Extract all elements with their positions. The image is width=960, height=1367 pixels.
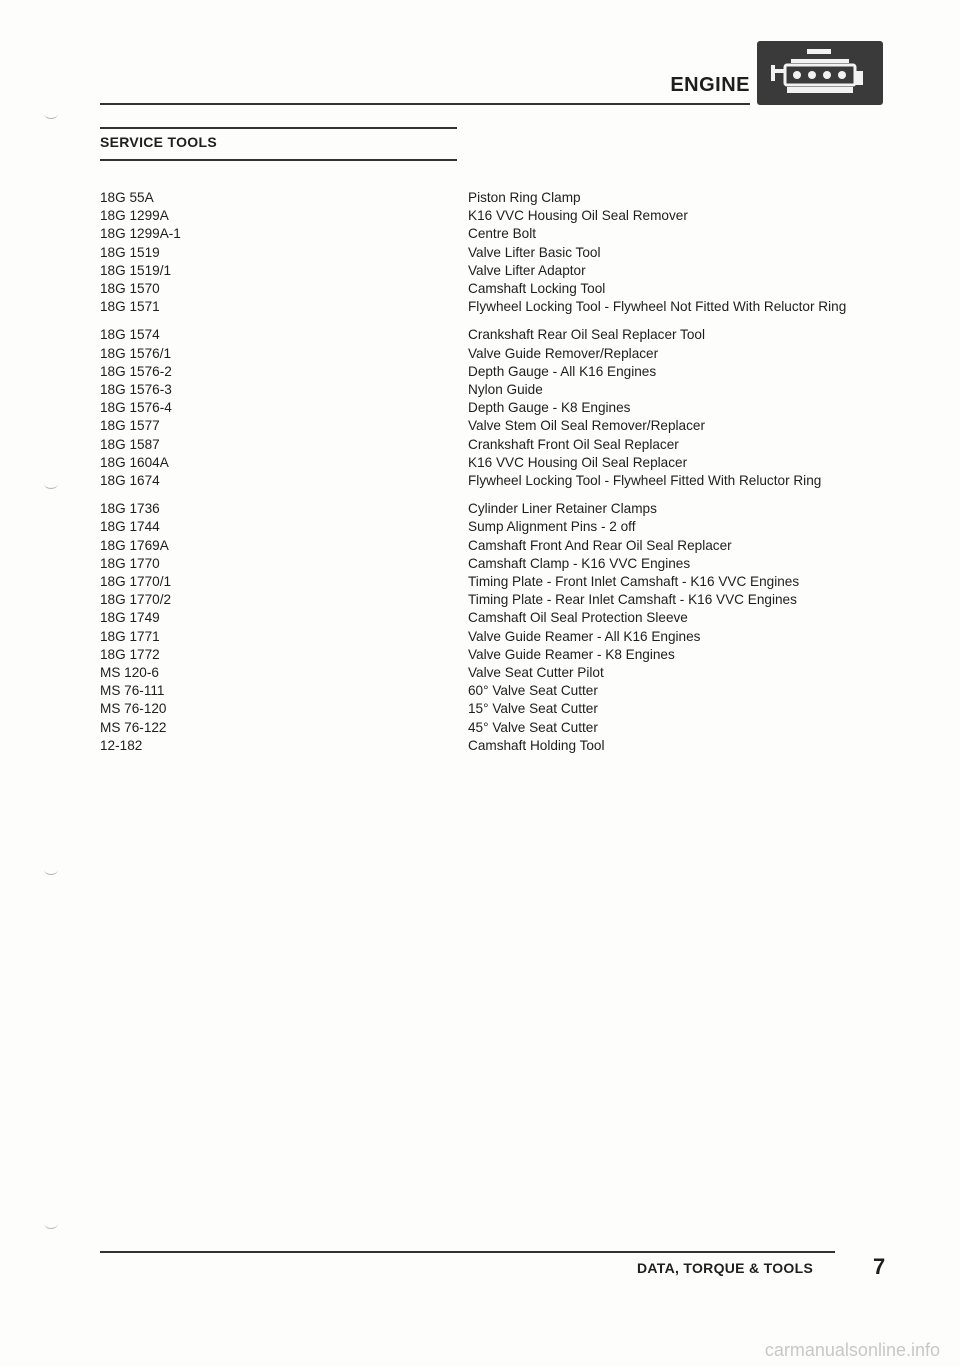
tool-code: 18G 1576-4	[100, 400, 172, 416]
tool-description: Valve Stem Oil Seal Remover/Replacer	[468, 418, 705, 434]
footer-title: DATA, TORQUE & TOOLS	[637, 1260, 814, 1276]
tool-row	[100, 326, 890, 344]
tool-row	[100, 345, 890, 363]
tool-description: Crankshaft Rear Oil Seal Replacer Tool	[468, 327, 705, 343]
tool-row	[100, 436, 890, 454]
tool-description: Timing Plate - Rear Inlet Camshaft - K16 VVC Engines	[468, 592, 797, 608]
tool-description: Depth Gauge - All K16 Engines	[468, 363, 657, 379]
tool-row	[100, 591, 890, 609]
tool-description: Valve Guide Reamer - K8 Engines	[468, 646, 675, 662]
tool-row	[100, 719, 890, 737]
tool-row	[100, 262, 890, 280]
tool-description: Valve Seat Cutter Pilot	[468, 665, 604, 681]
tool-description: Flywheel Locking Tool - Flywheel Fitted With Reluctor Ring	[468, 473, 822, 489]
tool-description: Valve Lifter Basic Tool	[468, 244, 601, 260]
tool-row	[100, 381, 890, 399]
tool-code: 18G 1736	[100, 501, 160, 517]
tool-code: MS 120-6	[100, 665, 159, 681]
tool-row	[100, 298, 890, 316]
binding-mark	[44, 1218, 58, 1229]
chapter-title: ENGINE	[670, 74, 750, 96]
tool-description: Crankshaft Front Oil Seal Replacer	[468, 436, 679, 452]
header-rule	[100, 103, 750, 105]
page-number: 7	[873, 1254, 886, 1279]
tool-description: K16 VVC Housing Oil Seal Replacer	[468, 454, 688, 470]
tool-row	[100, 537, 890, 555]
tool-row	[100, 207, 890, 225]
tool-description: Centre Bolt	[468, 226, 537, 242]
tool-code: 18G 1576/1	[100, 345, 172, 361]
tool-description: Valve Guide Remover/Replacer	[468, 345, 659, 361]
tool-row	[100, 682, 890, 700]
tool-code: 18G 1770/1	[100, 574, 172, 590]
tool-description: Sump Alignment Pins - 2 off	[468, 519, 636, 535]
tool-row	[100, 664, 890, 682]
tool-row	[100, 472, 890, 490]
tool-code: 12-182	[100, 737, 143, 753]
tool-description: Cylinder Liner Retainer Clamps	[468, 501, 657, 517]
tool-code: 18G 1749	[100, 610, 160, 626]
tool-code: 18G 1571	[100, 299, 160, 315]
tool-description: Camshaft Clamp - K16 VVC Engines	[468, 555, 691, 571]
binding-mark	[44, 478, 58, 489]
tool-description: Depth Gauge - K8 Engines	[468, 400, 631, 416]
tool-description: Camshaft Holding Tool	[468, 737, 605, 753]
engine-icon	[757, 41, 883, 105]
tool-code: 18G 1769A	[100, 537, 169, 553]
tool-code: 18G 1744	[100, 519, 160, 535]
tool-row	[100, 646, 890, 664]
tool-code: 18G 1299A	[100, 208, 169, 224]
tool-code: MS 76-122	[100, 719, 167, 735]
tool-row	[100, 700, 890, 718]
footer-rule	[100, 1251, 835, 1253]
binding-mark	[44, 108, 58, 119]
tool-code: 18G 1770	[100, 555, 160, 571]
section-rule-bottom	[100, 159, 457, 161]
watermark: carmanualsonline.info	[764, 1340, 940, 1360]
tool-code: 18G 1577	[100, 418, 160, 434]
tool-code: 18G 1674	[100, 473, 160, 489]
tool-row	[100, 500, 890, 518]
section-title: SERVICE TOOLS	[100, 134, 217, 150]
tool-row	[100, 555, 890, 573]
tool-row	[100, 280, 890, 298]
tool-row	[100, 518, 890, 536]
tool-description: Camshaft Locking Tool	[468, 281, 606, 297]
service-tools-list	[100, 189, 890, 755]
tool-code: 18G 1576-3	[100, 382, 172, 398]
tool-code: 18G 1576-2	[100, 363, 172, 379]
tool-description: Valve Guide Reamer - All K16 Engines	[468, 628, 701, 644]
tool-row	[100, 244, 890, 262]
tool-row	[100, 189, 890, 207]
tool-code: 18G 1519/1	[100, 262, 172, 278]
tool-code: MS 76-120	[100, 701, 167, 717]
tool-row	[100, 225, 890, 243]
binding-mark	[44, 864, 58, 875]
tool-code: 18G 1771	[100, 628, 160, 644]
tool-row	[100, 628, 890, 646]
tool-row	[100, 363, 890, 381]
tool-description: Camshaft Oil Seal Protection Sleeve	[468, 610, 688, 626]
tool-description: Timing Plate - Front Inlet Camshaft - K16 VVC Engines	[468, 574, 800, 590]
tool-description: Camshaft Front And Rear Oil Seal Replacer	[468, 537, 732, 553]
tool-row	[100, 737, 890, 755]
tool-code: 18G 1604A	[100, 454, 169, 470]
tool-code: 18G 1299A-1	[100, 226, 181, 242]
tool-code: 18G 1770/2	[100, 592, 172, 608]
tool-row	[100, 609, 890, 627]
tool-row	[100, 417, 890, 435]
section-rule-top	[100, 127, 457, 129]
tool-description: Piston Ring Clamp	[468, 190, 581, 205]
tool-code: 18G 1519	[100, 244, 160, 260]
tool-row	[100, 399, 890, 417]
tool-row	[100, 573, 890, 591]
tool-description: Valve Lifter Adaptor	[468, 262, 586, 278]
tool-description: 45° Valve Seat Cutter	[468, 719, 598, 735]
tool-code: 18G 1574	[100, 327, 160, 343]
tool-code: MS 76-111	[100, 683, 165, 699]
tool-code: 18G 1570	[100, 281, 160, 297]
tool-code: 18G 1772	[100, 646, 160, 662]
tool-description: Flywheel Locking Tool - Flywheel Not Fitted With Reluctor Ring	[468, 299, 847, 315]
tool-code: 18G 1587	[100, 436, 160, 452]
tool-code: 18G 55A	[100, 190, 154, 205]
tool-description: 15° Valve Seat Cutter	[468, 701, 598, 717]
tool-description: 60° Valve Seat Cutter	[468, 683, 598, 699]
tool-row	[100, 454, 890, 472]
tool-description: K16 VVC Housing Oil Seal Remover	[468, 208, 688, 224]
tool-description: Nylon Guide	[468, 382, 543, 398]
